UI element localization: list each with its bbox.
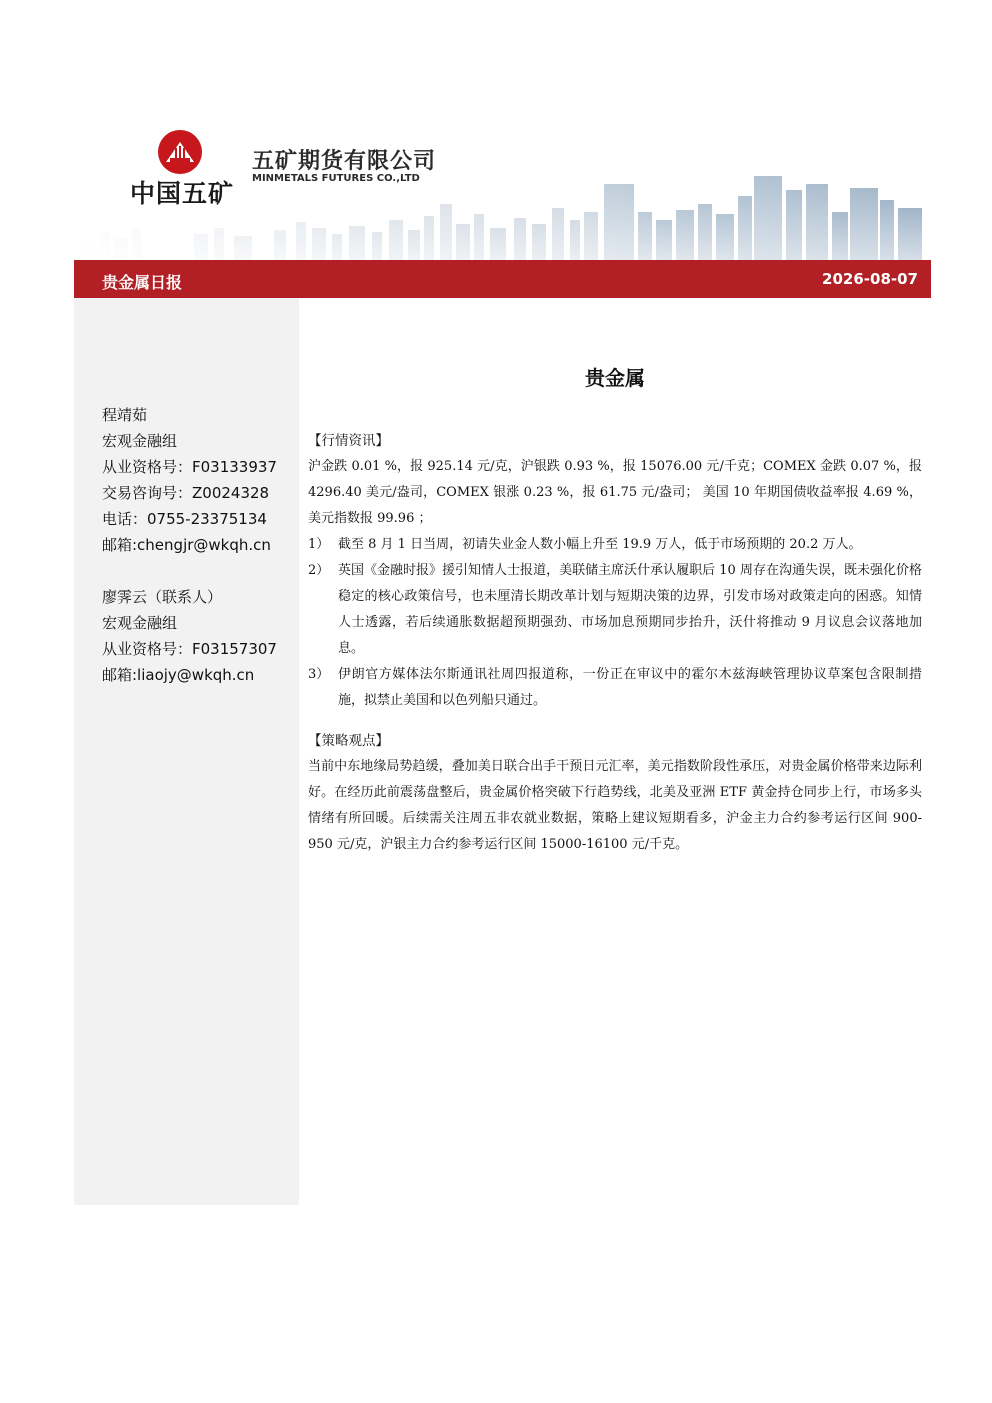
- analyst-license: 从业资格号：F03157307: [102, 640, 277, 658]
- minmetals-logo-icon: [156, 128, 204, 176]
- analyst-name: 廖霁云（联系人）: [102, 588, 223, 606]
- report-name: 贵金属日报: [102, 273, 183, 292]
- report-date: 2026-08-07: [822, 270, 918, 288]
- report-header: [74, 100, 931, 260]
- list-item-text: 截至 8 月 1 日当周，初请失业金人数小幅上升至 19.9 万人，低于市场预期的 20.2 万人。: [338, 537, 862, 552]
- analyst-email[interactable]: 邮箱:chengjr@wkqh.cn: [102, 536, 271, 554]
- analyst-card: [102, 584, 277, 688]
- list-item-number: 3）: [308, 667, 330, 682]
- analyst-phone: 电话：0755-23375134: [102, 510, 267, 528]
- analyst-consult-no: 交易咨询号：Z0024328: [102, 484, 270, 502]
- list-item: [308, 558, 922, 662]
- list-item-number: 1）: [308, 537, 330, 552]
- list-item-number: 2）: [308, 563, 330, 578]
- strategy-section-heading: 【策略观点】: [308, 733, 389, 749]
- list-item-text: 伊朗官方媒体法尔斯通讯社周四报道称，一份正在审议中的霍尔木兹海峡管理协议草案包含限制措施，拟禁止美国和以色列船只通过。: [338, 667, 922, 708]
- analyst-license: 从业资格号：F03133937: [102, 458, 277, 476]
- analyst-group: 宏观金融组: [102, 614, 178, 632]
- analyst-group: 宏观金融组: [102, 432, 178, 450]
- market-summary: 沪金跌 0.01 %，报 925.14 元/克，沪银跌 0.93 %，报 15076.00 元/千克；COMEX 金跌 0.07 %，报 4296.40 美元/盎司，COMEX 银涨 0.23 %，报 61.75 元/盎司； 美国 10 年期国债收益率报 4.69 %，美元指数报 99.96 ；: [308, 459, 922, 526]
- analyst-sidebar: [74, 298, 299, 1205]
- strategy-text: 当前中东地缘局势趋缓，叠加美日联合出手干预日元汇率，美元指数阶段性承压，对贵金属价格带来边际利好。在经历此前震荡盘整后，贵金属价格突破下行趋势线，北美及亚洲 ETF 黄金持仓同步上行，市场多头情绪有所回暖。后续需关注周五非农就业数据，策略上建议短期看多，沪金主力合约参考运行区间 900-950 元/克，沪银主力合约参考运行区间 15000-16100 元/千克。: [308, 759, 922, 852]
- market-section-heading: 【行情资讯】: [308, 433, 389, 449]
- page-title: 贵金属: [585, 366, 645, 390]
- company-name-en: MINMETALS FUTURES CO.,LTD: [252, 173, 420, 184]
- list-item-text: 英国《金融时报》援引知情人士报道，美联储主席沃什承认履职后 10 周存在沟通失误，既未强化价格稳定的核心政策信号，也未厘清长期改革计划与短期决策的边界，引发市场对政策走向的困惑。知情人士透露，若后续通胀数据超预期强劲、市场加息预期同步抬升，沃什将推动 9 月议息会议落地加息。: [338, 563, 922, 656]
- company-name-cn: 五矿期货有限公司: [252, 149, 437, 174]
- analyst-email[interactable]: 邮箱:liaojy@wkqh.cn: [102, 666, 255, 684]
- report-banner: [74, 260, 931, 298]
- list-item: [308, 532, 922, 558]
- report-body: [308, 360, 922, 858]
- logo-text: 中国五矿: [130, 179, 235, 208]
- list-item: [308, 662, 922, 714]
- analyst-card: [102, 402, 277, 558]
- analyst-name: 程靖茹: [102, 406, 148, 424]
